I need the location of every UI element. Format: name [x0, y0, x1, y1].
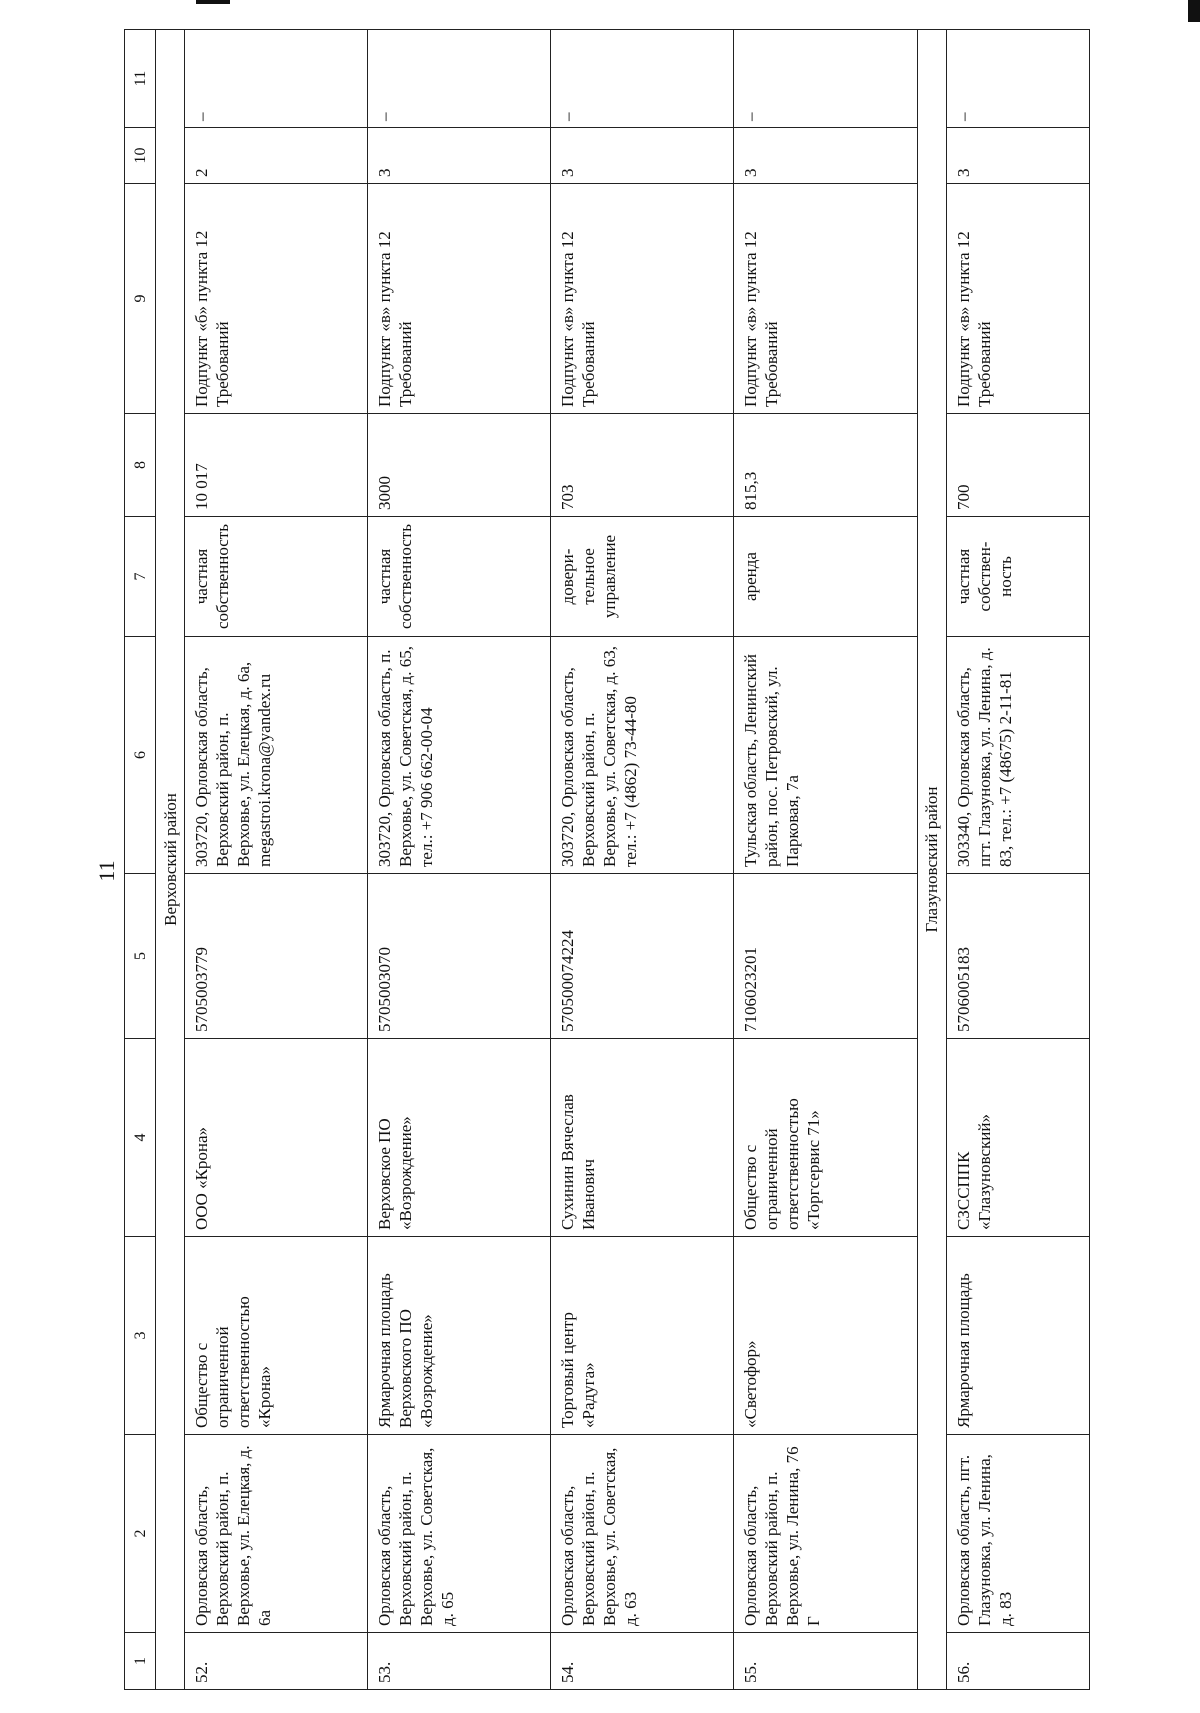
- inn-cell: 5705003070: [368, 874, 551, 1039]
- table-row: [551, 30, 734, 1690]
- inn-cell: 5705003779: [185, 874, 368, 1039]
- column-number: 1: [125, 1633, 156, 1690]
- operator-cell: Сухинин Вячеслав Иванович: [551, 1039, 734, 1237]
- basis-cell: Подпункт «в» пункта 12 Требований: [368, 184, 551, 414]
- region-name: Верховский район: [156, 30, 185, 1690]
- operator-cell: СЗССППК «Глазуновский»: [946, 1039, 1090, 1237]
- column-11-cell: –: [368, 30, 551, 128]
- row-number-cell: 56.: [946, 1633, 1090, 1690]
- table-body: [125, 30, 1090, 1690]
- column-number: 6: [125, 637, 156, 874]
- column-11-cell: –: [946, 30, 1090, 128]
- page-number: 11: [94, 860, 119, 882]
- column-number: 9: [125, 184, 156, 414]
- ownership-cell: аренда: [734, 517, 917, 637]
- column-number: 10: [125, 128, 156, 184]
- region-name: Глазуновский район: [917, 30, 946, 1690]
- region-row: [156, 30, 185, 1690]
- operator-cell: Верховское ПО «Возрождение»: [368, 1039, 551, 1237]
- area-cell: 10 017: [185, 414, 368, 517]
- area-cell: 3000: [368, 414, 551, 517]
- contacts-cell: 303720, Орловская область, Верховский район, п. Верховье, ул. Елецкая, д. 6а, megastroi.krona@yandex.ru: [185, 637, 368, 874]
- contacts-cell: 303720, Орловская область, Верховский район, п. Верховье, ул. Советская, д. 63, тел.: +7 (4862) 73-44-80: [551, 637, 734, 874]
- column-number: 7: [125, 517, 156, 637]
- operator-cell: Общество с ограниченной ответственностью «Торгсервис 71»: [734, 1039, 917, 1237]
- column-11-cell: –: [551, 30, 734, 128]
- object-name-cell: Общество с ограниченной ответственностью «Крона»: [185, 1237, 368, 1435]
- address-cell: Орловская область, Верховский район, п. Верховье, ул. Советская, д. 63: [551, 1435, 734, 1633]
- object-name-cell: Торговый центр «Радуга»: [551, 1237, 734, 1435]
- column-number: 2: [125, 1435, 156, 1633]
- column-11-cell: –: [734, 30, 917, 128]
- column-number: 11: [125, 30, 156, 128]
- column-10-cell: 3: [368, 128, 551, 184]
- area-cell: 700: [946, 414, 1090, 517]
- table-row: [185, 30, 368, 1690]
- table-row: [946, 30, 1090, 1690]
- object-name-cell: Ярмарочная площадь: [946, 1237, 1090, 1435]
- ownership-cell: частная собственность: [368, 517, 551, 637]
- table-row: [368, 30, 551, 1690]
- column-number: 8: [125, 414, 156, 517]
- row-number-cell: 54.: [551, 1633, 734, 1690]
- scan-mark-right: [1188, 0, 1200, 22]
- basis-cell: Подпункт «в» пункта 12 Требований: [734, 184, 917, 414]
- address-cell: Орловская область, Верховский район, п. Верховье, ул. Елецкая, д. 6а: [185, 1435, 368, 1633]
- column-number: 4: [125, 1039, 156, 1237]
- column-11-cell: –: [185, 30, 368, 128]
- column-10-cell: 3: [946, 128, 1090, 184]
- column-number-row: [125, 30, 156, 1690]
- object-name-cell: «Светофор»: [734, 1237, 917, 1435]
- address-cell: Орловская область, Верховский район, п. Верховье, ул. Ленина, 76 Г: [734, 1435, 917, 1633]
- area-cell: 815,3: [734, 414, 917, 517]
- inn-cell: 7106023201: [734, 874, 917, 1039]
- area-cell: 703: [551, 414, 734, 517]
- inn-cell: 570500074224: [551, 874, 734, 1039]
- table-row: [734, 30, 917, 1690]
- row-number-cell: 53.: [368, 1633, 551, 1690]
- ownership-cell: частная собственность: [185, 517, 368, 637]
- region-row: [917, 30, 946, 1690]
- column-number: 3: [125, 1237, 156, 1435]
- row-number-cell: 55.: [734, 1633, 917, 1690]
- ownership-cell: довери-тельное управление: [551, 517, 734, 637]
- basis-cell: Подпункт «в» пункта 12 Требований: [551, 184, 734, 414]
- rotated-table-wrapper: [124, 30, 1090, 1690]
- ownership-cell: частная собствен-ность: [946, 517, 1090, 637]
- column-10-cell: 3: [734, 128, 917, 184]
- inn-cell: 5706005183: [946, 874, 1090, 1039]
- basis-cell: Подпункт «б» пункта 12 Требований: [185, 184, 368, 414]
- column-number: 5: [125, 874, 156, 1039]
- address-cell: Орловская область, Верховский район, п. Верховье, ул. Советская, д. 65: [368, 1435, 551, 1633]
- operator-cell: ООО «Крона»: [185, 1039, 368, 1237]
- contacts-cell: 303720, Орловская область, п. Верховье, ул. Советская, д. 65, тел.: +7 906 662-00-04: [368, 637, 551, 874]
- basis-cell: Подпункт «в» пункта 12 Требований: [946, 184, 1090, 414]
- row-number-cell: 52.: [185, 1633, 368, 1690]
- contacts-cell: Тульская область, Ленинский район, пос. Петровский, ул. Парковая, 7а: [734, 637, 917, 874]
- column-10-cell: 3: [551, 128, 734, 184]
- column-10-cell: 2: [185, 128, 368, 184]
- contacts-cell: 303340, Орловская область, пгт. Глазуновка, ул. Ленина, д. 83, тел.: +7 (48675) 2-11-81: [946, 637, 1090, 874]
- address-cell: Орловская область, пгт. Глазуновка, ул. Ленина, д. 83: [946, 1435, 1090, 1633]
- scan-mark-top: [196, 0, 230, 4]
- object-name-cell: Ярмарочная площадь Верховского ПО «Возрождение»: [368, 1237, 551, 1435]
- trade-objects-table: [124, 29, 1090, 1690]
